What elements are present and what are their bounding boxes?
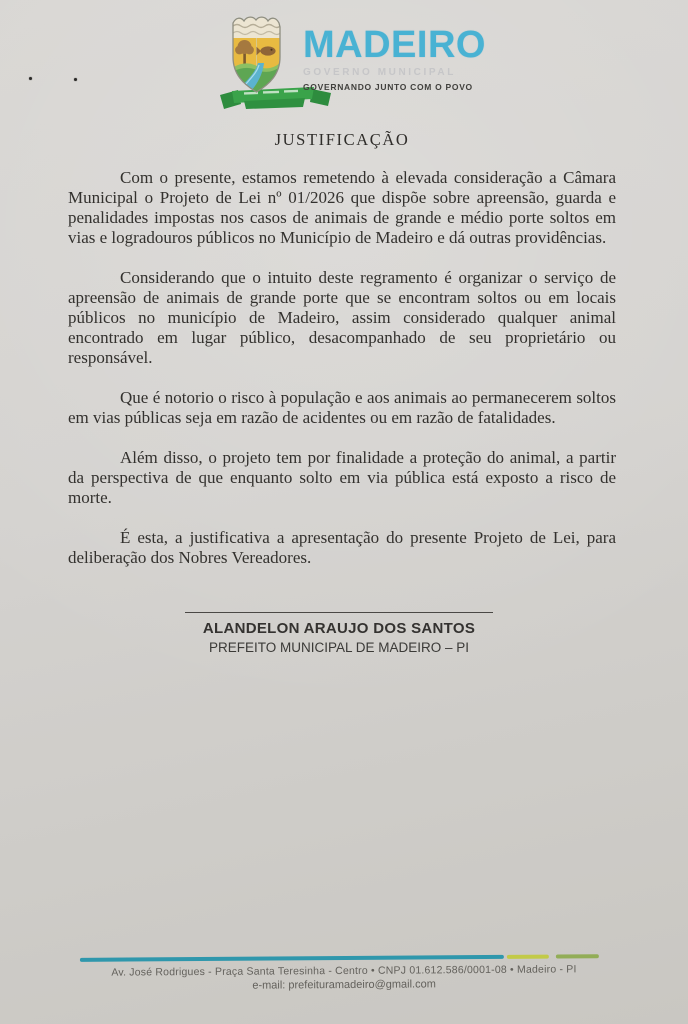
brand-subtitle: GOVERNO MUNICIPAL [303, 67, 456, 78]
footer-rule [80, 954, 600, 961]
brand-tagline: GOVERNANDO JUNTO COM O POVO [303, 82, 473, 92]
paragraph: Que é notorio o risco à população e aos animais ao permanecerem soltos em vias públicas seja em razão de acidentes ou em razão de fatalidades. [68, 388, 616, 427]
footer-rule-teal-segment [80, 955, 504, 961]
paragraph: Além disso, o projeto tem por finalidade a proteção do animal, a partir da perspectiva de que enquanto solto em via pública está exposto a risco de morte. [68, 448, 616, 507]
paragraph: Com o presente, estamos remetendo à elevada consideração a Câmara Municipal o Projeto de Lei nº 01/2026 que dispõe sobre apreensão, guarda e penalidades impostas nos casos de animais de grande e médio porte soltos em vias e logradouros públicos no Município de Madeiro e dá outras providências. [68, 168, 616, 247]
signatory-name: ALANDELON ARAUJO DOS SANTOS [202, 620, 476, 637]
brand-wordmark: MADEIRO [303, 24, 486, 66]
document-body [68, 130, 616, 588]
signature-block [185, 612, 493, 655]
paragraph: É esta, a justificativa a apresentação do presente Projeto de Lei, para deliberação dos Nobres Vereadores. [68, 528, 616, 567]
staple-mark [29, 77, 32, 80]
footer-rule-yellow-segment [507, 955, 549, 959]
document-title: JUSTIFICAÇÃO [274, 130, 410, 149]
footer-rule-olive-segment [556, 954, 599, 958]
brand-block [303, 26, 486, 92]
footer-address: Av. José Rodrigues - Praça Santa Teresinha - Centro • CNPJ 01.612.586/0001-08 • Madeiro - PI [111, 962, 577, 979]
paragraph: Considerando que o intuito deste regramento é organizar o serviço de apreensão de animais de grande porte que se encontram soltos ou em locais públicos no município de Madeiro, assim considerado qualquer animal encontrado em lugar público, desacompanhado de seu proprietário ou responsável. [68, 268, 616, 367]
staple-mark [74, 78, 77, 81]
signatory-role: PREFEITO MUNICIPAL DE MADEIRO – PI [208, 640, 470, 655]
signature-line [185, 612, 493, 613]
footer-email: e-mail: prefeituramadeiro@gmail.com [252, 977, 436, 992]
letterhead-footer [0, 954, 688, 993]
